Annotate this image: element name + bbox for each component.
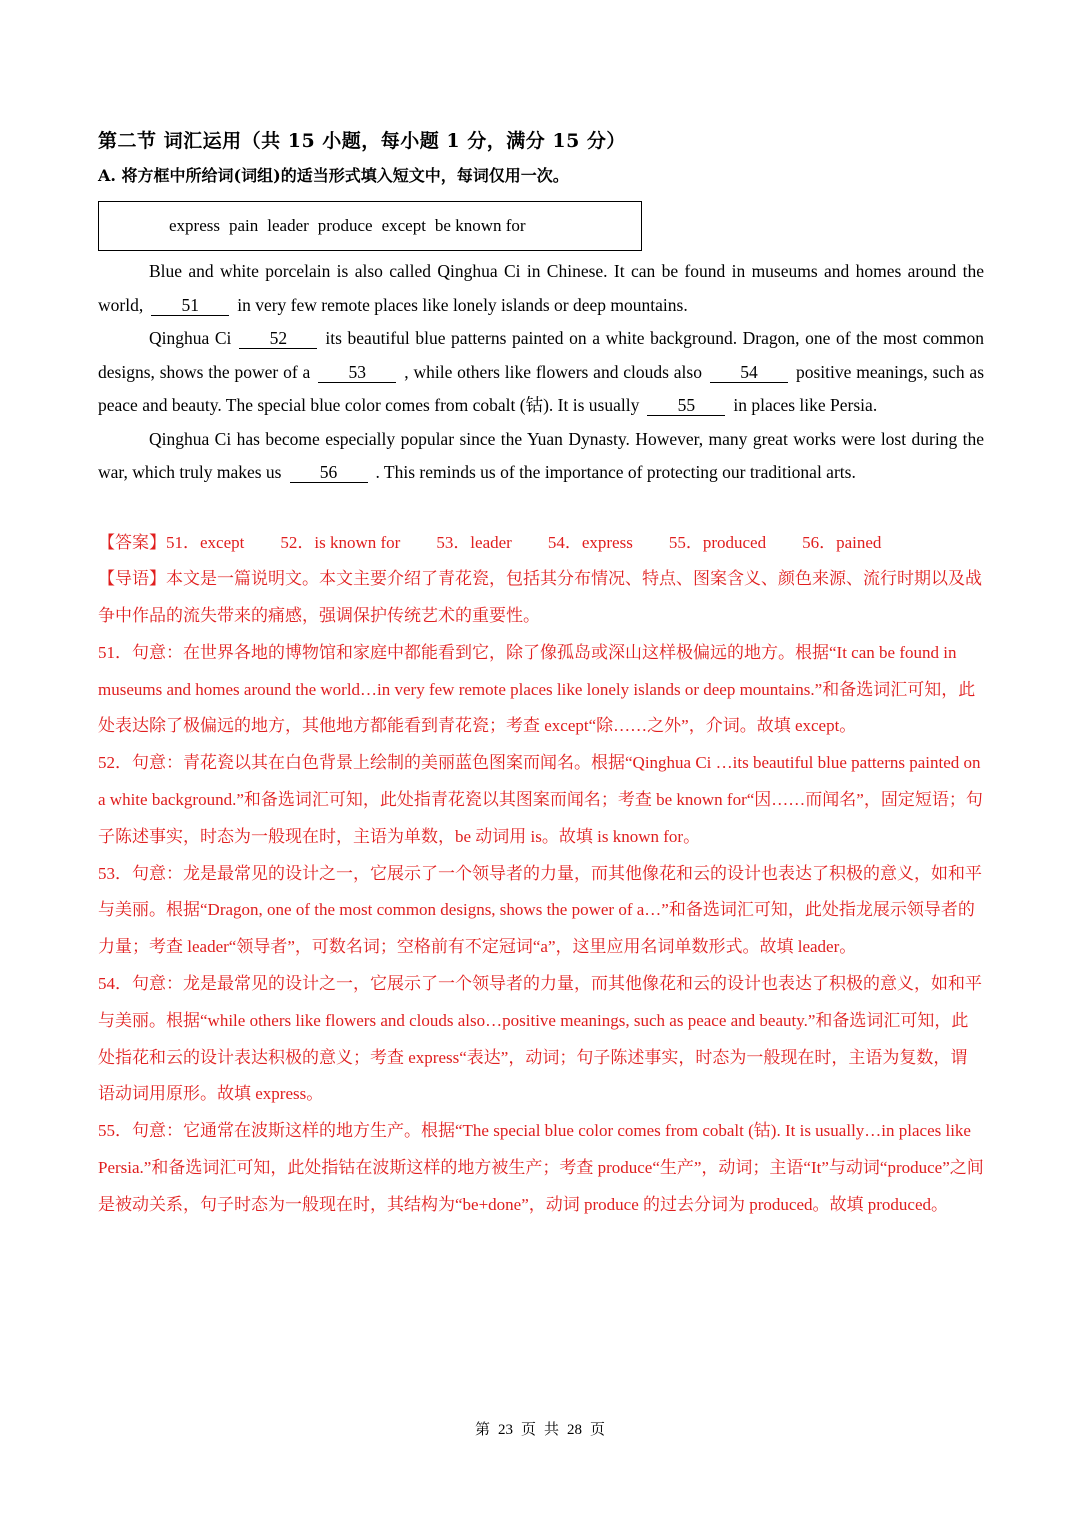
answer-section: [98, 525, 984, 1224]
word-box-item: leader: [267, 216, 309, 235]
passage-paragraph-1: [98, 255, 984, 322]
passage-text: in very few remote places like lonely islands or deep mountains.: [237, 294, 688, 315]
blank-55: 55: [647, 395, 725, 416]
answer-item: 52．is known for: [280, 532, 401, 552]
blank-54: 54: [710, 362, 788, 383]
blank-52: 52: [239, 328, 317, 349]
word-box-item: except: [381, 216, 426, 235]
passage: [98, 255, 984, 490]
passage-text: Qinghua Ci: [149, 328, 232, 348]
passage-paragraph-2: [98, 322, 984, 423]
footer-ye2: 页: [590, 1422, 606, 1438]
word-box: [98, 201, 642, 251]
section-title: 第二节 词汇运用（共 15 小题，每小题 1 分，满分 15 分）: [98, 130, 626, 152]
blank-56: 56: [290, 462, 368, 483]
word-box-item: pain: [228, 216, 259, 235]
document-page: [98, 126, 984, 1224]
blank-51: 51: [151, 295, 229, 316]
answer-label: 【答案】: [98, 532, 166, 552]
passage-paragraph-3: [98, 423, 984, 490]
explanation-51: 51．句意：在世界各地的博物馆和家庭中都能看到它，除了像孤岛或深山这样极偏远的地方。根据“It can be found in museums and homes around the world…in very few remote places like lonely islands or deep mountains.”和备选词汇可知，此处表达除了极偏远的地方，其他地方都能看到青花瓷；考查 except“除……之外”，介词。故填 except。: [98, 642, 976, 736]
answer-item: 51．except: [166, 532, 245, 552]
answer-item: 56．pained: [802, 532, 882, 552]
guide-text: 【导语】本文是一篇说明文。本文主要介绍了青花瓷，包括其分布情况、特点、图案含义、颜色来源、流行时期以及战争中作品的流失带来的痛感，强调保护传统艺术的重要性。: [98, 569, 982, 626]
passage-text: , while others like flowers and clouds also: [404, 361, 702, 382]
word-box-item: express: [169, 216, 220, 235]
page-number: 23: [497, 1422, 513, 1438]
word-box-item: produce: [317, 216, 373, 235]
passage-text: . This reminds us of the importance of protecting our traditional arts.: [375, 462, 856, 482]
passage-text: Qinghua Ci has become especially popular since the Yuan Dynasty. However, many great works were lost during the war, which truly makes us: [98, 428, 984, 482]
passage-text: Blue and white porcelain is also called Qinghua Ci in Chinese. It can be found in museums and homes around the world,: [98, 261, 984, 315]
footer-di: 第: [474, 1422, 490, 1438]
passage-text: in places like Persia.: [733, 395, 878, 415]
footer-ye: 页: [520, 1422, 536, 1438]
answer-key: [98, 525, 984, 562]
explanation-53: 53．句意：龙是最常见的设计之一，它展示了一个领导者的力量，而其他像花和云的设计也表达了积极的意义，如和平与美丽。根据“Dragon, one of the most common designs, shows the power of a…”和备选词汇可知，此处指龙展示领导者的力量；考查 leader“领导者”，可数名词；空格前有不定冠词“a”，这里应用名词单数形式。故填 leader。: [98, 863, 982, 957]
instruction: A. 将方框中所给词(词组)的适当形式填入短文中，每词仅用一次。: [98, 166, 569, 185]
explanation-52: 52．句意：青花瓷以其在白色背景上绘制的美丽蓝色图案而闻名。根据“Qinghua Ci …its beautiful blue patterns painted on a white background.”和备选词汇可知，此处指青花瓷以其图案而闻名；考查 be known for“因……而闻名”，固定短语；句子陈述事实，时态为一般现在时，主语为单数，be 动词用 is。故填 is known for。: [98, 753, 983, 846]
passage-text: its beautiful blue patterns painted on a white background. Dragon, one of the most common designs, shows the power of a: [98, 328, 984, 382]
explanation-54: 54．句意：龙是最常见的设计之一，它展示了一个领导者的力量，而其他像花和云的设计也表达了积极的意义，如和平与美丽。根据“while others like flowers and clouds also…positive meanings, such as peace and beauty.”和备选词汇可知，此处指花和云的设计表达积极的意义；考查 express“表达”，动词；句子陈述事实，时态为一般现在时，主语为复数，谓语动词用原形。故填 express。: [98, 974, 982, 1104]
footer-gong: 共: [544, 1422, 560, 1438]
blank-53: 53: [318, 362, 396, 383]
explanation-55: 55．句意：它通常在波斯这样的地方生产。根据“The special blue color comes from cobalt (钴). It is usually…in places like Persia.”和备选词汇可知，此处指钴在波斯这样的地方被生产；考查 produce“生产”，动词；主语“It”与动词“produce”之间是被动关系，句子时态为一般现在时，其结构为“be+done”，动词 produce 的过去分词为 produced。故填 produced。: [98, 1121, 984, 1214]
passage-text: positive meanings, such as peace and beauty. The special blue color comes from cobalt (钴). It is usually: [98, 361, 985, 415]
answer-item: 54．express: [547, 532, 633, 552]
answer-item: 55．produced: [668, 532, 767, 552]
word-box-item: be known for: [434, 216, 526, 235]
page-footer: [0, 1418, 1080, 1439]
answer-item: 53．leader: [436, 532, 512, 552]
total-pages: 28: [567, 1422, 583, 1438]
